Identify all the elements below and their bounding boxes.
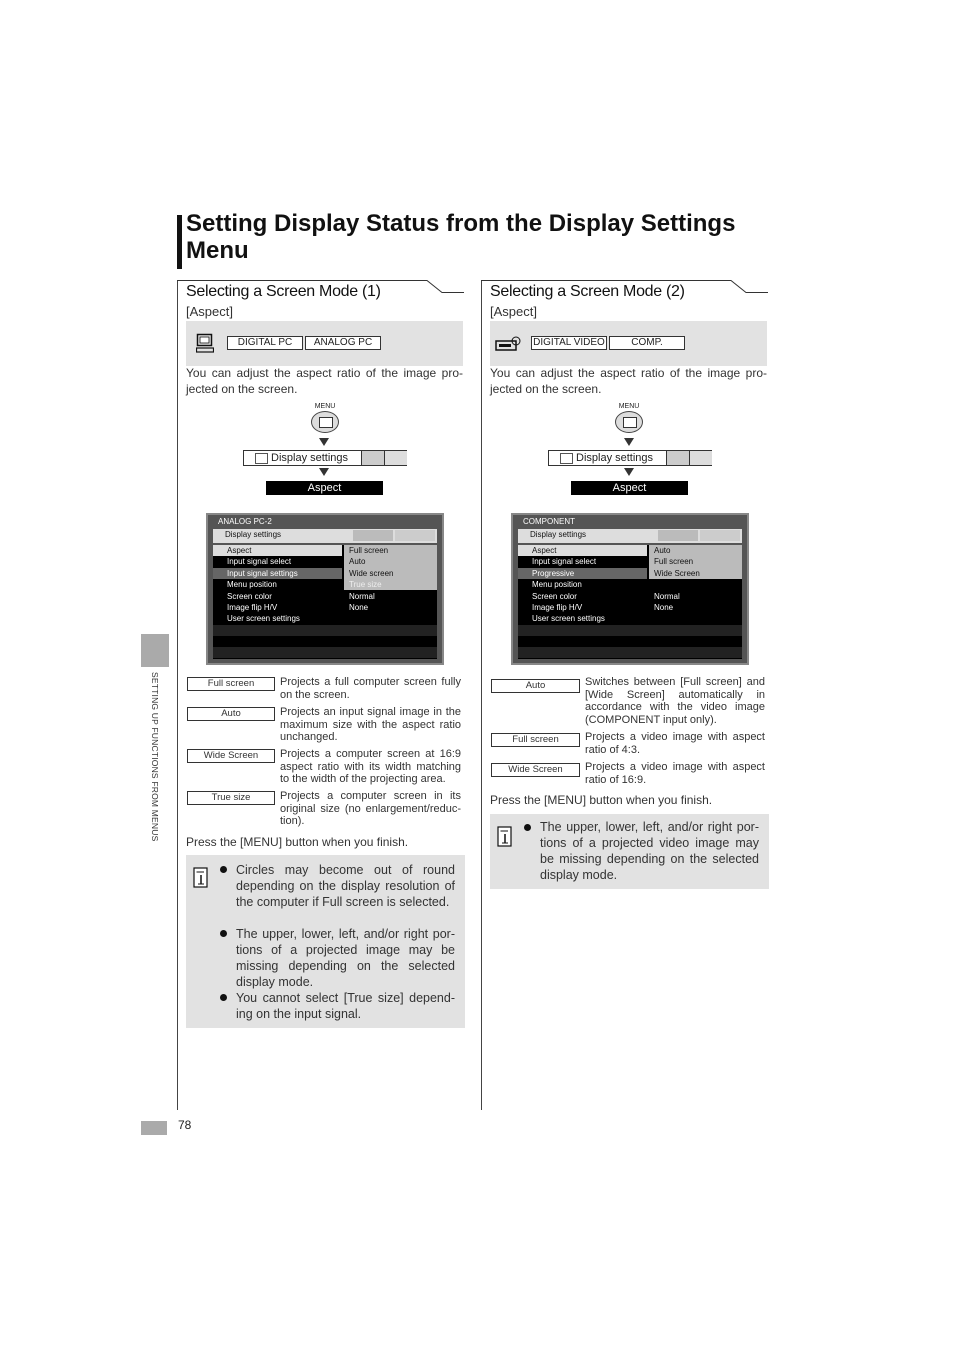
right-display-settings-label: Display settings: [576, 452, 654, 464]
left-screen-value-3: True size: [349, 580, 382, 589]
right-arrow-1: [624, 438, 634, 446]
right-screen-row-3: Menu position: [532, 580, 582, 589]
note-bullet: [220, 930, 227, 937]
left-screen-row-3: Menu position: [227, 580, 277, 589]
display-settings-icon: [560, 453, 573, 464]
right-screen-row-4: Screen color: [532, 592, 577, 601]
left-screen-row-4: Screen color: [227, 592, 272, 601]
left-screen-value-1: Auto: [349, 557, 366, 566]
left-screen-header: ANALOG PC-2: [218, 517, 272, 526]
left-arrow-1: [319, 438, 329, 446]
left-screen-row-2: Input signal settings: [227, 569, 298, 578]
left-section-title: Selecting a Screen Mode (1): [186, 283, 381, 300]
right-screen-body: [518, 545, 742, 659]
right-option-wide-screen-desc: Projects a video image with aspect ratio of 16:9.: [585, 761, 765, 786]
chapter-label: SETTING UP FUNCTIONS FROM MENUS: [150, 672, 160, 842]
left-subtitle: [Aspect]: [186, 304, 233, 319]
left-note-1: The upper, lower, left, and/or right por-tions of a projected image may be missing depending on the selected display mode.: [236, 927, 455, 989]
left-option-full-screen-desc: Projects a full computer screen fully on the screen.: [280, 676, 461, 701]
note-bullet: [220, 994, 227, 1001]
left-note-0: Circles may become out of round depending on the display resolution of the computer if Full screen is selected.: [236, 863, 455, 909]
tab-icon-2: [384, 451, 407, 465]
right-aspect-bar: Aspect: [571, 481, 688, 495]
left-arrow-2: [319, 468, 329, 476]
tag-digital-video: DIGITAL VIDEO: [531, 336, 607, 350]
right-option-auto: Auto: [491, 679, 580, 693]
chapter-tab: [141, 634, 169, 667]
tab-icon-2: [689, 451, 712, 465]
left-option-true-size-desc: Projects a computer screen in its original size (no enlargement/reduc-tion).: [280, 790, 461, 827]
left-display-settings-label: Display settings: [271, 452, 349, 464]
left-screen-value-4: Normal: [349, 592, 375, 601]
right-screen-value-4: None: [654, 603, 674, 612]
right-note-box: [490, 814, 769, 889]
right-option-auto-desc: Switches between [Full screen] and [Wide Screen] automatically in accordance with the video image (COMPONENT input only).: [585, 676, 765, 726]
left-column-rule: [177, 280, 178, 1110]
computer-icon: [196, 333, 214, 353]
right-option-full-screen-desc: Projects a video image with aspect ratio of 4:3.: [585, 731, 765, 756]
video-player-icon: [495, 336, 521, 352]
right-menu-screenshot: [511, 513, 749, 665]
page-number: 78: [178, 1118, 192, 1132]
left-screen-value-5: None: [349, 603, 369, 612]
left-screen-value-0: Full screen: [349, 546, 389, 555]
left-option-auto: Auto: [187, 707, 275, 721]
left-option-full-screen: Full screen: [187, 677, 275, 691]
note-icon: [497, 826, 513, 848]
tab-icon-1: [361, 451, 384, 465]
right-finish-text: Press the [MENU] button when you finish.: [490, 793, 713, 807]
left-intro-text: You can adjust the aspect ratio of the image pro-jected on the screen.: [186, 366, 463, 396]
right-intro-text: You can adjust the aspect ratio of the image pro-jected on the screen.: [490, 366, 767, 396]
left-menu-button-icon: [311, 411, 339, 433]
left-screen-row-1: Input signal select: [227, 557, 292, 566]
left-screen-tab: Display settings: [225, 530, 282, 539]
note-bullet: [220, 866, 227, 873]
left-screen-value-2: Wide screen: [349, 569, 394, 578]
right-screen-tab-bar: [518, 529, 742, 543]
page-number-tab: [141, 1121, 167, 1135]
right-screen-row-1: Input signal select: [532, 557, 597, 566]
display-settings-icon: [255, 453, 268, 464]
tag-comp: COMP.: [609, 336, 685, 350]
right-section-title: Selecting a Screen Mode (2): [490, 283, 685, 300]
note-icon: [193, 867, 209, 889]
right-screen-header: COMPONENT: [523, 517, 575, 526]
left-screen-row-5: Image flip H/V: [227, 603, 278, 612]
tag-digital-pc: DIGITAL PC: [227, 336, 303, 350]
left-finish-text: Press the [MENU] button when you finish.: [186, 835, 409, 849]
right-screen-value-1: Full screen: [654, 557, 694, 566]
right-screen-row-0: Aspect: [532, 546, 557, 555]
tag-analog-pc: ANALOG PC: [305, 336, 381, 350]
tab-icon-1: [666, 451, 689, 465]
right-subtitle: [Aspect]: [490, 304, 537, 319]
left-input-tag-box: [186, 321, 463, 366]
right-arrow-2: [624, 468, 634, 476]
left-screen-tab-3: [395, 530, 435, 541]
right-screen-tab: Display settings: [530, 530, 587, 539]
left-menu-screenshot: [206, 513, 444, 665]
left-menu-label: MENU: [314, 403, 336, 410]
right-display-settings-bar: [548, 450, 712, 466]
right-screen-tab-2: [658, 530, 698, 541]
right-note-0: The upper, lower, left, and/or right por-tions of a projected video image may be missing depending on the selected display mode.: [540, 820, 759, 882]
left-screen-tab-bar: [213, 529, 437, 543]
note-bullet: [524, 824, 531, 831]
right-option-full-screen: Full screen: [491, 733, 580, 747]
right-screen-value-0: Auto: [654, 546, 671, 555]
right-screen-row-5: Image flip H/V: [532, 603, 583, 612]
left-option-auto-desc: Projects an input signal image in the maximum size with the aspect ratio unchanged.: [280, 706, 461, 743]
page-title: Setting Display Status from the Display Settings Menu: [186, 210, 736, 264]
left-note-box: [186, 855, 465, 1028]
right-option-wide-screen: Wide Screen: [491, 763, 580, 777]
right-column-rule: [481, 280, 482, 1110]
left-screen-body: [213, 545, 437, 659]
right-screen-row-2: Progressive: [532, 569, 575, 578]
left-option-wide-screen: Wide Screen: [187, 749, 275, 763]
left-screen-row-6: User screen settings: [227, 614, 300, 623]
right-screen-value-2: Wide Screen: [654, 569, 700, 578]
left-option-true-size: True size: [187, 791, 275, 805]
left-aspect-bar: Aspect: [266, 481, 383, 495]
right-menu-label: MENU: [618, 403, 640, 410]
left-note-2: You cannot select [True size] depend-ing on the input signal.: [236, 991, 455, 1021]
right-menu-button-icon: [615, 411, 643, 433]
right-screen-row-6: User screen settings: [532, 614, 605, 623]
title-accent-bar: [177, 215, 182, 269]
right-screen-tab-3: [700, 530, 740, 541]
right-input-tag-box: [490, 321, 767, 366]
right-screen-value-3: Normal: [654, 592, 680, 601]
left-option-wide-screen-desc: Projects a computer screen at 16:9 aspect ratio with its width matching to the width of the projecting area.: [280, 748, 461, 785]
left-screen-tab-2: [353, 530, 393, 541]
left-display-settings-bar: [243, 450, 407, 466]
left-screen-row-0: Aspect: [227, 546, 252, 555]
